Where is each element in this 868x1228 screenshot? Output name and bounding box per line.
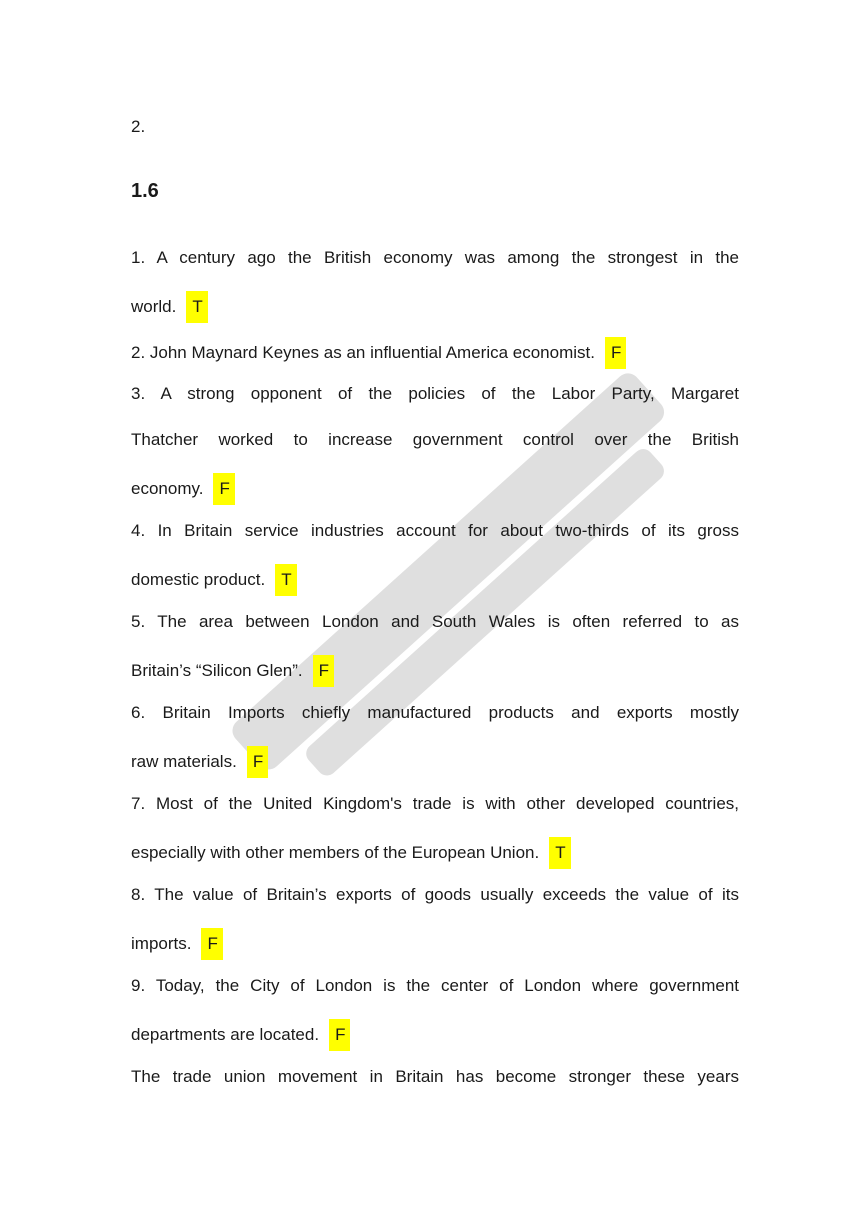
question-3-line-1: 3. A strong opponent of the policies of the Labor Party, Margaret xyxy=(131,384,739,403)
question-6-text: raw materials. xyxy=(131,752,237,771)
question-8-text: imports. xyxy=(131,934,192,953)
question-1-line-2 xyxy=(131,291,739,323)
page-number-marker: 2. xyxy=(131,117,146,136)
question-1-text: world. xyxy=(131,297,177,316)
question-5-line-1: 5. The area between London and South Wales is often referred to as xyxy=(131,612,739,631)
section-title: 1.6 xyxy=(131,180,159,202)
answer-badge-8: F xyxy=(201,928,222,960)
question-5-line-2 xyxy=(131,655,739,687)
question-1-line-1: 1. A century ago the British economy was among the strongest in the xyxy=(131,248,739,267)
answer-badge-7: T xyxy=(549,837,570,869)
answer-badge-6: F xyxy=(247,746,268,778)
question-3-line-2: Thatcher worked to increase government control over the British xyxy=(131,430,739,449)
question-4-line-2 xyxy=(131,564,739,596)
question-6-line-2 xyxy=(131,746,739,778)
question-5-text: Britain’s “Silicon Glen”. xyxy=(131,661,303,680)
question-2-line-1 xyxy=(131,337,739,369)
question-8-line-1: 8. The value of Britain’s exports of goods usually exceeds the value of its xyxy=(131,885,739,904)
question-9-line-2 xyxy=(131,1019,739,1051)
answer-badge-3: F xyxy=(213,473,234,505)
question-4-text: domestic product. xyxy=(131,570,266,589)
question-7-text: especially with other members of the European Union. xyxy=(131,843,540,862)
question-3-line-3 xyxy=(131,473,739,505)
answer-badge-2: F xyxy=(605,337,626,369)
question-2-text: 2. John Maynard Keynes as an influential America economist. xyxy=(131,343,595,362)
answer-badge-1: T xyxy=(186,291,207,323)
question-7-line-2 xyxy=(131,837,739,869)
question-10-line-1: The trade union movement in Britain has become stronger these years xyxy=(131,1067,739,1086)
question-3-text: economy. xyxy=(131,479,204,498)
question-6-line-1: 6. Britain Imports chiefly manufactured products and exports mostly xyxy=(131,703,739,722)
answer-badge-4: T xyxy=(275,564,296,596)
question-4-line-1: 4. In Britain service industries account for about two-thirds of its gross xyxy=(131,521,739,540)
question-7-line-1: 7. Most of the United Kingdom's trade is with other developed countries, xyxy=(131,794,739,813)
answer-badge-5: F xyxy=(313,655,334,687)
answer-badge-9: F xyxy=(329,1019,350,1051)
question-8-line-2 xyxy=(131,928,739,960)
question-9-line-1: 9. Today, the City of London is the center of London where government xyxy=(131,976,739,995)
question-9-text: departments are located. xyxy=(131,1025,320,1044)
